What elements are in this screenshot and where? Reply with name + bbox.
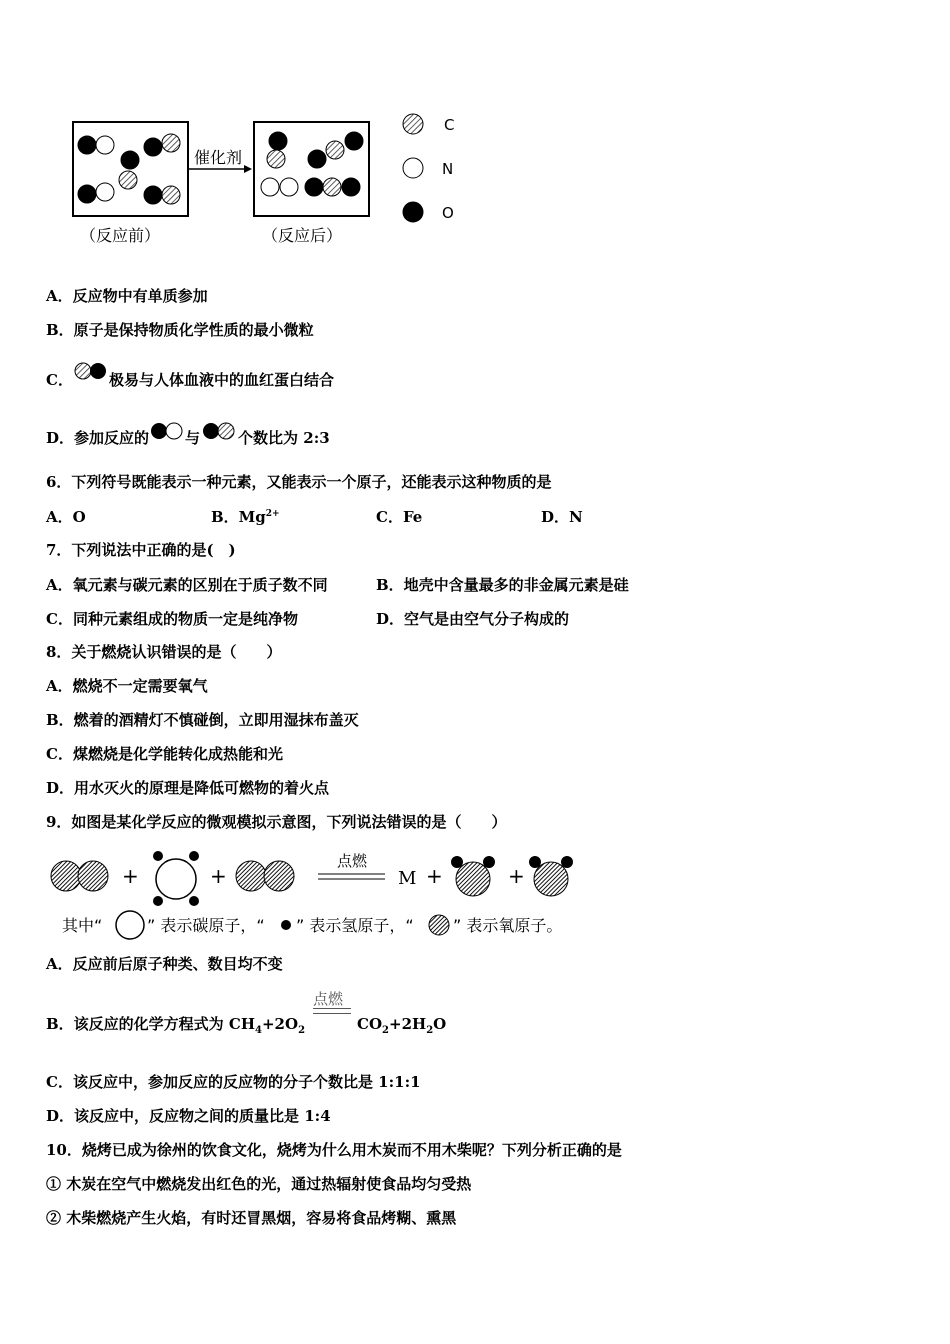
q7-option-c: C．同种元素组成的物质一定是纯净物 xyxy=(46,610,298,628)
co-molecule-icon xyxy=(200,421,238,441)
reaction-diagram-2 xyxy=(40,845,600,945)
catalyst-label: 催化剂 xyxy=(194,148,243,167)
q6-stem: 6．下列符号既能表示一种元素，又能表示一个原子，还能表示这种物质的是 xyxy=(46,473,552,491)
q9-option-d: D．该反应中，反应物之间的质量比是 1:4 xyxy=(46,1107,331,1125)
svg-text:+: + xyxy=(508,864,525,888)
legend-o: O xyxy=(442,204,454,222)
q9-option-c: C．该反应中，参加反应的反应物的分子个数比是 1:1:1 xyxy=(46,1073,421,1091)
q10-stem: 10．烧烤已成为徐州的饮食文化，烧烤为什么用木炭而不用木柴呢？下列分析正确的是 xyxy=(46,1141,622,1159)
q9-b-condition: 点燃 xyxy=(313,990,344,1008)
q8-option-b: B．燃着的酒精灯不慎碰倒，立即用湿抹布盖灭 xyxy=(46,711,359,729)
co-molecule-icon xyxy=(73,361,109,381)
q9-b-equals xyxy=(313,1008,351,1014)
svg-text:+: + xyxy=(122,864,139,888)
no-molecule-icon xyxy=(149,421,185,441)
c-atom xyxy=(119,171,137,189)
q8-option-d: D．用水灭火的原理是降低可燃物的着火点 xyxy=(46,779,330,797)
q8-option-a: A．燃烧不一定需要氧气 xyxy=(46,677,208,695)
svg-text:点燃: 点燃 xyxy=(337,852,368,870)
legend-o-icon xyxy=(403,202,423,222)
q5-option-a: A．反应物中有单质参加 xyxy=(46,287,208,305)
o-atom xyxy=(305,178,323,196)
q6-option-a: A．O xyxy=(46,508,86,526)
q9-option-a: A．反应前后原子种类、数目均不变 xyxy=(46,955,283,973)
q6-option-d: D．N xyxy=(541,508,583,526)
svg-text:” 表示氧原子。: ” 表示氧原子。 xyxy=(453,916,563,935)
q8-stem: 8．关于燃烧认识错误的是（ ） xyxy=(46,643,282,661)
legend-n-icon xyxy=(403,158,423,178)
o-atom xyxy=(269,132,287,150)
o-atom xyxy=(78,136,96,154)
o-atom xyxy=(121,151,139,169)
q5-option-d: D．参加反应的 与 个数比为 2:3 xyxy=(46,425,330,448)
svg-text:其中“: 其中“ xyxy=(62,916,103,935)
o-atom xyxy=(342,178,360,196)
c-atom xyxy=(326,141,344,159)
q6-option-c: C．Fe xyxy=(376,508,423,526)
q9-stem: 9．如图是某化学反应的微观模拟示意图，下列说法错误的是（ ） xyxy=(46,813,507,831)
n-atom xyxy=(261,178,279,196)
q5-option-c: C． 极易与人体血液中的血红蛋白结合 xyxy=(46,367,334,390)
o-atom xyxy=(308,150,326,168)
n-atom xyxy=(96,183,114,201)
q8-option-c: C．煤燃烧是化学能转化成热能和光 xyxy=(46,745,283,763)
q7-option-a: A．氧元素与碳元素的区别在于质子数不同 xyxy=(46,576,328,594)
q6-option-b: B．$Mg^{2+}$ xyxy=(211,508,280,526)
q5-option-b: B．原子是保持物质化学性质的最小微粒 xyxy=(46,321,314,339)
c-atom xyxy=(162,134,180,152)
svg-text:M: M xyxy=(398,868,417,889)
legend-n: N xyxy=(442,160,454,178)
q7-option-d: D．空气是由空气分子构成的 xyxy=(376,610,570,628)
reaction-diagram-1 xyxy=(60,105,480,255)
o-atom xyxy=(345,132,363,150)
q10-statement-1: ① 木炭在空气中燃烧发出红色的光，通过热辐射使食品均匀受热 xyxy=(46,1175,472,1193)
after-label: （反应后） xyxy=(262,226,343,245)
c-atom xyxy=(267,150,285,168)
o-atom xyxy=(144,186,162,204)
o-atom xyxy=(78,185,96,203)
c-atom xyxy=(323,178,341,196)
q10-statement-2: ② 木柴燃烧产生火焰，有时还冒黑烟，容易将食品烤糊、熏黑 xyxy=(46,1209,457,1227)
before-label: （反应前） xyxy=(80,226,161,245)
q9-option-b: B．该反应的化学方程式为 $CH_4+2O_2$ $CO_2+2H_2O$ xyxy=(46,1015,447,1036)
svg-text:+: + xyxy=(210,864,227,888)
svg-text:” 表示氢原子，“: ” 表示氢原子，“ xyxy=(296,916,414,935)
q7-option-b: B．地壳中含量最多的非金属元素是硅 xyxy=(376,576,629,594)
o-atom xyxy=(144,138,162,156)
legend-c: C xyxy=(444,116,455,134)
c-atom xyxy=(162,186,180,204)
q7-stem: 7．下列说法中正确的是( ) xyxy=(46,541,236,559)
svg-text:” 表示碳原子，“: ” 表示碳原子，“ xyxy=(147,916,265,935)
svg-text:+: + xyxy=(426,864,443,888)
n-atom xyxy=(280,178,298,196)
n-atom xyxy=(96,136,114,154)
legend-c-icon xyxy=(403,114,423,134)
